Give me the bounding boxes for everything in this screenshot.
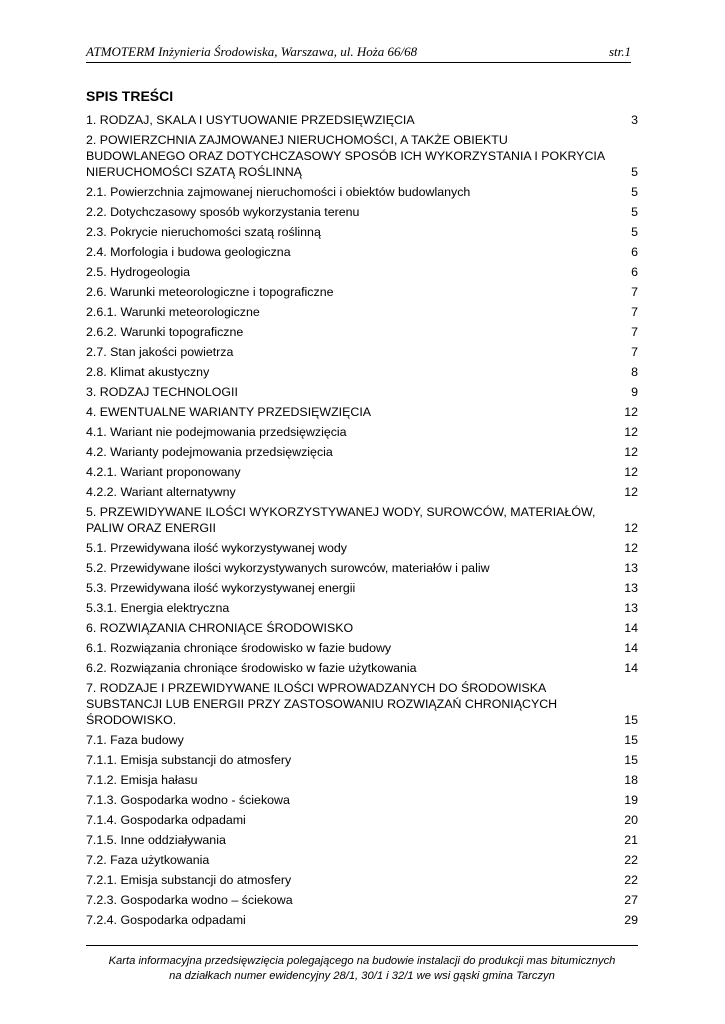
toc-entry-title: 5.3. Przewidywana ilość wykorzystywanej energii bbox=[86, 581, 356, 595]
toc-entry-page: 3 bbox=[631, 113, 638, 127]
toc-entry[interactable] bbox=[86, 678, 638, 730]
toc-entry-page: 21 bbox=[624, 833, 638, 847]
toc-entry[interactable] bbox=[86, 618, 638, 638]
toc-entry-page: 29 bbox=[624, 913, 638, 927]
toc-entry[interactable] bbox=[86, 302, 638, 322]
toc-entry[interactable] bbox=[86, 870, 638, 890]
toc-entry-title: 5.1. Przewidywana ilość wykorzystywanej wody bbox=[86, 541, 347, 555]
toc-entry-title: 7.1. Faza budowy bbox=[86, 733, 184, 747]
toc-entry-page: 12 bbox=[624, 521, 638, 535]
toc-entry[interactable] bbox=[86, 242, 638, 262]
toc-entry[interactable] bbox=[86, 730, 638, 750]
toc-entry-page: 9 bbox=[631, 385, 638, 399]
toc-entry-page: 15 bbox=[624, 713, 638, 727]
toc-entry-title: 7.2.3. Gospodarka wodno – ściekowa bbox=[86, 893, 293, 907]
toc-entry[interactable] bbox=[86, 262, 638, 282]
header-page-number: str.1 bbox=[608, 44, 631, 59]
toc-entry-title: 2.2. Dotychczasowy sposób wykorzystania terenu bbox=[86, 205, 360, 219]
toc-entry[interactable] bbox=[86, 790, 638, 810]
toc-entry[interactable] bbox=[86, 558, 638, 578]
toc-entry[interactable] bbox=[86, 322, 638, 342]
toc-entry-page: 7 bbox=[631, 325, 638, 339]
toc-entry-title: 2.5. Hydrogeologia bbox=[86, 265, 191, 279]
toc-entry-title: 2.3. Pokrycie nieruchomości szatą roślinną bbox=[86, 225, 321, 239]
toc-entry-title: 7. RODZAJE I PRZEWIDYWANE ILOŚCI WPROWADZANYCH DO ŚRODOWISKA SUBSTANCJI LUB ENERGII PRZY ZASTOSOWANIU ROZWIĄZAŃ CHRONIĄCYCH ŚRODOWISKO. bbox=[86, 681, 558, 727]
toc-entry[interactable] bbox=[86, 462, 638, 482]
toc-entry-title: 7.2.4. Gospodarka odpadami bbox=[86, 913, 246, 927]
toc-entry-page: 22 bbox=[624, 853, 638, 867]
toc-entry[interactable] bbox=[86, 182, 638, 202]
toc-entry-page: 12 bbox=[624, 425, 638, 439]
toc-entry-page: 5 bbox=[631, 225, 638, 239]
toc-entry-title: 7.1.5. Inne oddziaływania bbox=[86, 833, 226, 847]
page-footer bbox=[86, 945, 638, 984]
toc-title: SPIS TREŚCI bbox=[86, 88, 174, 104]
footer-line-1: Karta informacyjna przedsięwzięcia polegającego na budowie instalacji do produkcji mas bitumicznych bbox=[108, 955, 616, 967]
toc-entry[interactable] bbox=[86, 638, 638, 658]
toc-entry[interactable] bbox=[86, 910, 638, 930]
toc-entry-page: 20 bbox=[624, 813, 638, 827]
toc-entry[interactable] bbox=[86, 282, 638, 302]
toc-entry-page: 7 bbox=[631, 285, 638, 299]
toc-entry-page: 5 bbox=[631, 165, 638, 179]
toc-entry-page: 12 bbox=[624, 485, 638, 499]
toc-entry[interactable] bbox=[86, 442, 638, 462]
toc-entry[interactable] bbox=[86, 770, 638, 790]
toc-entry-page: 13 bbox=[624, 601, 638, 615]
toc-entry-page: 27 bbox=[624, 893, 638, 907]
toc-entry-page: 5 bbox=[631, 205, 638, 219]
toc-entry-page: 12 bbox=[624, 405, 638, 419]
toc-entry-title: 2.8. Klimat akustyczny bbox=[86, 365, 210, 379]
toc-entry-title: 2.1. Powierzchnia zajmowanej nieruchomości i obiektów budowlanych bbox=[86, 185, 471, 199]
toc-entry-page: 14 bbox=[624, 661, 638, 675]
toc-entry-page: 6 bbox=[631, 245, 638, 259]
toc-entry[interactable] bbox=[86, 658, 638, 678]
toc-entry-page: 18 bbox=[624, 773, 638, 787]
table-of-contents bbox=[86, 110, 638, 930]
toc-entry-title: 7.2. Faza użytkowania bbox=[86, 853, 210, 867]
toc-entry-page: 19 bbox=[624, 793, 638, 807]
toc-entry-title: 7.1.2. Emisja hałasu bbox=[86, 773, 198, 787]
toc-entry-title: 6. ROZWIĄZANIA CHRONIĄCE ŚRODOWISKO bbox=[86, 621, 354, 635]
toc-entry-page: 12 bbox=[624, 445, 638, 459]
toc-entry[interactable] bbox=[86, 578, 638, 598]
toc-entry-page: 22 bbox=[624, 873, 638, 887]
toc-entry-title: 5. PRZEWIDYWANE ILOŚCI WYKORZYSTYWANEJ WODY, SUROWCÓW, MATERIAŁÓW, PALIW ORAZ ENERGII bbox=[86, 505, 596, 535]
toc-entry-title: 2.6.1. Warunki meteorologiczne bbox=[86, 305, 260, 319]
toc-entry-title: 7.1.1. Emisja substancji do atmosfery bbox=[86, 753, 292, 767]
toc-entry-page: 12 bbox=[624, 541, 638, 555]
toc-entry-page: 14 bbox=[624, 641, 638, 655]
toc-entry[interactable] bbox=[86, 130, 638, 182]
toc-entry-page: 14 bbox=[624, 621, 638, 635]
toc-entry-title: 5.2. Przewidywane ilości wykorzystywanych surowców, materiałów i paliw bbox=[86, 561, 490, 575]
toc-entry-title: 2. POWIERZCHNIA ZAJMOWANEJ NIERUCHOMOŚCI, A TAKŻE OBIEKTU BUDOWLANEGO ORAZ DOTYCHCZASOWY SPOSÓB ICH WYKORZYSTANIA I POKRYCIA NIERUCHOMOŚCI SZATĄ ROŚLINNĄ bbox=[86, 133, 605, 179]
toc-entry-title: 4.2.2. Wariant alternatywny bbox=[86, 485, 236, 499]
toc-entry-page: 13 bbox=[624, 561, 638, 575]
toc-entry[interactable] bbox=[86, 402, 638, 422]
toc-entry[interactable] bbox=[86, 382, 638, 402]
toc-entry-title: 7.1.4. Gospodarka odpadami bbox=[86, 813, 246, 827]
toc-entry-title: 2.7. Stan jakości powietrza bbox=[86, 345, 234, 359]
toc-entry-title: 2.6.2. Warunki topograficzne bbox=[86, 325, 244, 339]
toc-entry[interactable] bbox=[86, 502, 638, 538]
toc-entry-page: 15 bbox=[624, 753, 638, 767]
toc-entry[interactable] bbox=[86, 342, 638, 362]
footer-line-2: na działkach numer ewidencyjny 28/1, 30/1 i 32/1 we wsi gąski gmina Tarczyn bbox=[169, 970, 555, 982]
toc-entry[interactable] bbox=[86, 362, 638, 382]
toc-entry[interactable] bbox=[86, 850, 638, 870]
toc-entry-title: 2.4. Morfologia i budowa geologiczna bbox=[86, 245, 291, 259]
toc-entry-page: 7 bbox=[631, 305, 638, 319]
toc-entry-title: 6.2. Rozwiązania chroniące środowisko w fazie użytkowania bbox=[86, 661, 417, 675]
toc-entry[interactable] bbox=[86, 890, 638, 910]
toc-entry[interactable] bbox=[86, 422, 638, 442]
toc-entry[interactable] bbox=[86, 810, 638, 830]
toc-entry-page: 8 bbox=[631, 365, 638, 379]
toc-entry-page: 7 bbox=[631, 345, 638, 359]
toc-entry-title: 5.3.1. Energia elektryczna bbox=[86, 601, 230, 615]
toc-entry-page: 6 bbox=[631, 265, 638, 279]
toc-entry[interactable] bbox=[86, 830, 638, 850]
toc-entry[interactable] bbox=[86, 538, 638, 558]
toc-entry-title: 1. RODZAJ, SKALA I USYTUOWANIE PRZEDSIĘWZIĘCIA bbox=[86, 113, 415, 127]
toc-entry-page: 15 bbox=[624, 733, 638, 747]
toc-entry-title: 2.6. Warunki meteorologiczne i topograficzne bbox=[86, 285, 334, 299]
header-company: ATMOTERM Inżynieria Środowiska, Warszawa, ul. Hoża 66/68 bbox=[86, 44, 418, 59]
toc-entry-title: 4. EWENTUALNE WARIANTY PRZEDSIĘWZIĘCIA bbox=[86, 405, 372, 419]
toc-entry-page: 12 bbox=[624, 465, 638, 479]
toc-entry[interactable] bbox=[86, 750, 638, 770]
toc-entry[interactable] bbox=[86, 202, 638, 222]
page-header bbox=[86, 44, 631, 63]
toc-entry[interactable] bbox=[86, 482, 638, 502]
toc-entry-title: 4.2.1. Wariant proponowany bbox=[86, 465, 241, 479]
toc-entry-title: 4.2. Warianty podejmowania przedsięwzięcia bbox=[86, 445, 333, 459]
toc-entry[interactable] bbox=[86, 222, 638, 242]
toc-entry[interactable] bbox=[86, 598, 638, 618]
toc-entry-page: 5 bbox=[631, 185, 638, 199]
toc-entry-page: 13 bbox=[624, 581, 638, 595]
toc-entry-title: 7.2.1. Emisja substancji do atmosfery bbox=[86, 873, 292, 887]
toc-entry[interactable] bbox=[86, 110, 638, 130]
toc-entry-title: 4.1. Wariant nie podejmowania przedsięwzięcia bbox=[86, 425, 347, 439]
toc-entry-title: 7.1.3. Gospodarka wodno - ściekowa bbox=[86, 793, 290, 807]
toc-entry-title: 6.1. Rozwiązania chroniące środowisko w fazie budowy bbox=[86, 641, 392, 655]
toc-entry-title: 3. RODZAJ TECHNOLOGII bbox=[86, 385, 238, 399]
